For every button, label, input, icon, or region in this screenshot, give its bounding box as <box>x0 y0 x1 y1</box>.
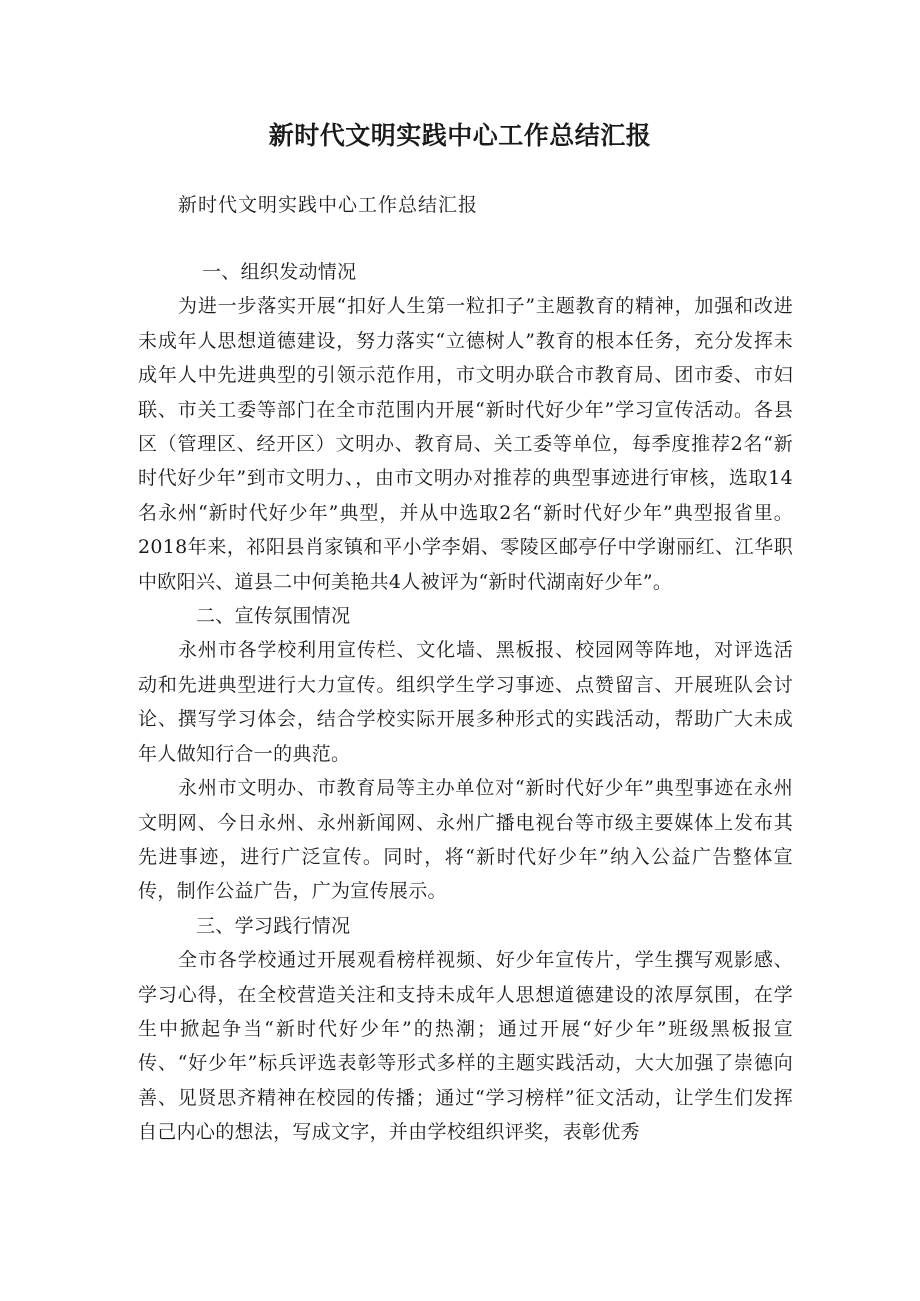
section-1-paragraph-1: 为进一步落实开展“扣好人生第一粒扣子”主题教育的精神，加强和改进未成年人思想道德建设，努力落实“立德树人”教育的根本任务，充分发挥未成年人中先进典型的引领示范作用，市文明办联合市教育局、团市委、市妇联、市关工委等部门在全市范围内开展“新时代好少年”学习宣传活动。各县区（管理区、经开区）文明办、教育局、关工委等单位，每季度推荐2名“新时代好少年”到市文明力、，由市文明办对推荐的典型事迹进行审核，选取14名永州“新时代好少年”典型，并从中选取2名“新时代好少年”典型报省里。2018年来，祁阳县肖家镇和平小学李娟、零陵区邮亭仔中学谢丽红、江华职中欧阳兴、道县二中何美艳共4人被评为“新时代湖南好少年”。 <box>138 295 793 593</box>
section-heading-3: 三、学习践行情况 <box>196 914 351 937</box>
section-2-paragraph-2: 永州市文明办、市教育局等主办单位对“新时代好少年”典型事迹在永州文明网、今日永州、永州新闻网、永州广播电视台等市级主要媒体上发布其先进事迹，进行广泛宣传。同时，将“新时代好少年”纳入公益广告整体宣传，制作公益广告，广为宣传展示。 <box>138 777 793 903</box>
document-body <box>138 255 793 1150</box>
section-2-paragraph-1: 永州市各学校利用宣传栏、文化墙、黑板报、校园网等阵地，对评选活动和先进典型进行大力宣传。组织学生学习事迹、点赞留言、开展班队会讨论、撰写学习体会，结合学校实际开展多种形式的实践活动，帮助广大未成年人做知行合一的典范。 <box>138 639 793 765</box>
section-3-paragraph-1: 全市各学校通过开展观看榜样视频、好少年宣传片，学生撰写观影感、学习心得，在全校营造关注和支持未成年人思想道德建设的浓厚氛围，在学生中掀起争当“新时代好少年”的热潮；通过开展“好少年”班级黑板报宣传、“好少年”标兵评选表彰等形式多样的主题实践活动，大大加强了崇德向善、见贤思齐精神在校园的传播；通过“学习榜样”征文活动，让学生们发挥自己内心的想法，写成文字，并由学校组织评奖，表彰优秀 <box>138 949 793 1144</box>
document-subtitle: 新时代文明实践中心工作总结汇报 <box>178 194 479 216</box>
document-title: 新时代文明实践中心工作总结汇报 <box>268 121 652 150</box>
section-heading-1: 一、组织发动情况 <box>202 261 357 283</box>
section-heading-2: 二、宣传氛围情况 <box>196 605 351 628</box>
